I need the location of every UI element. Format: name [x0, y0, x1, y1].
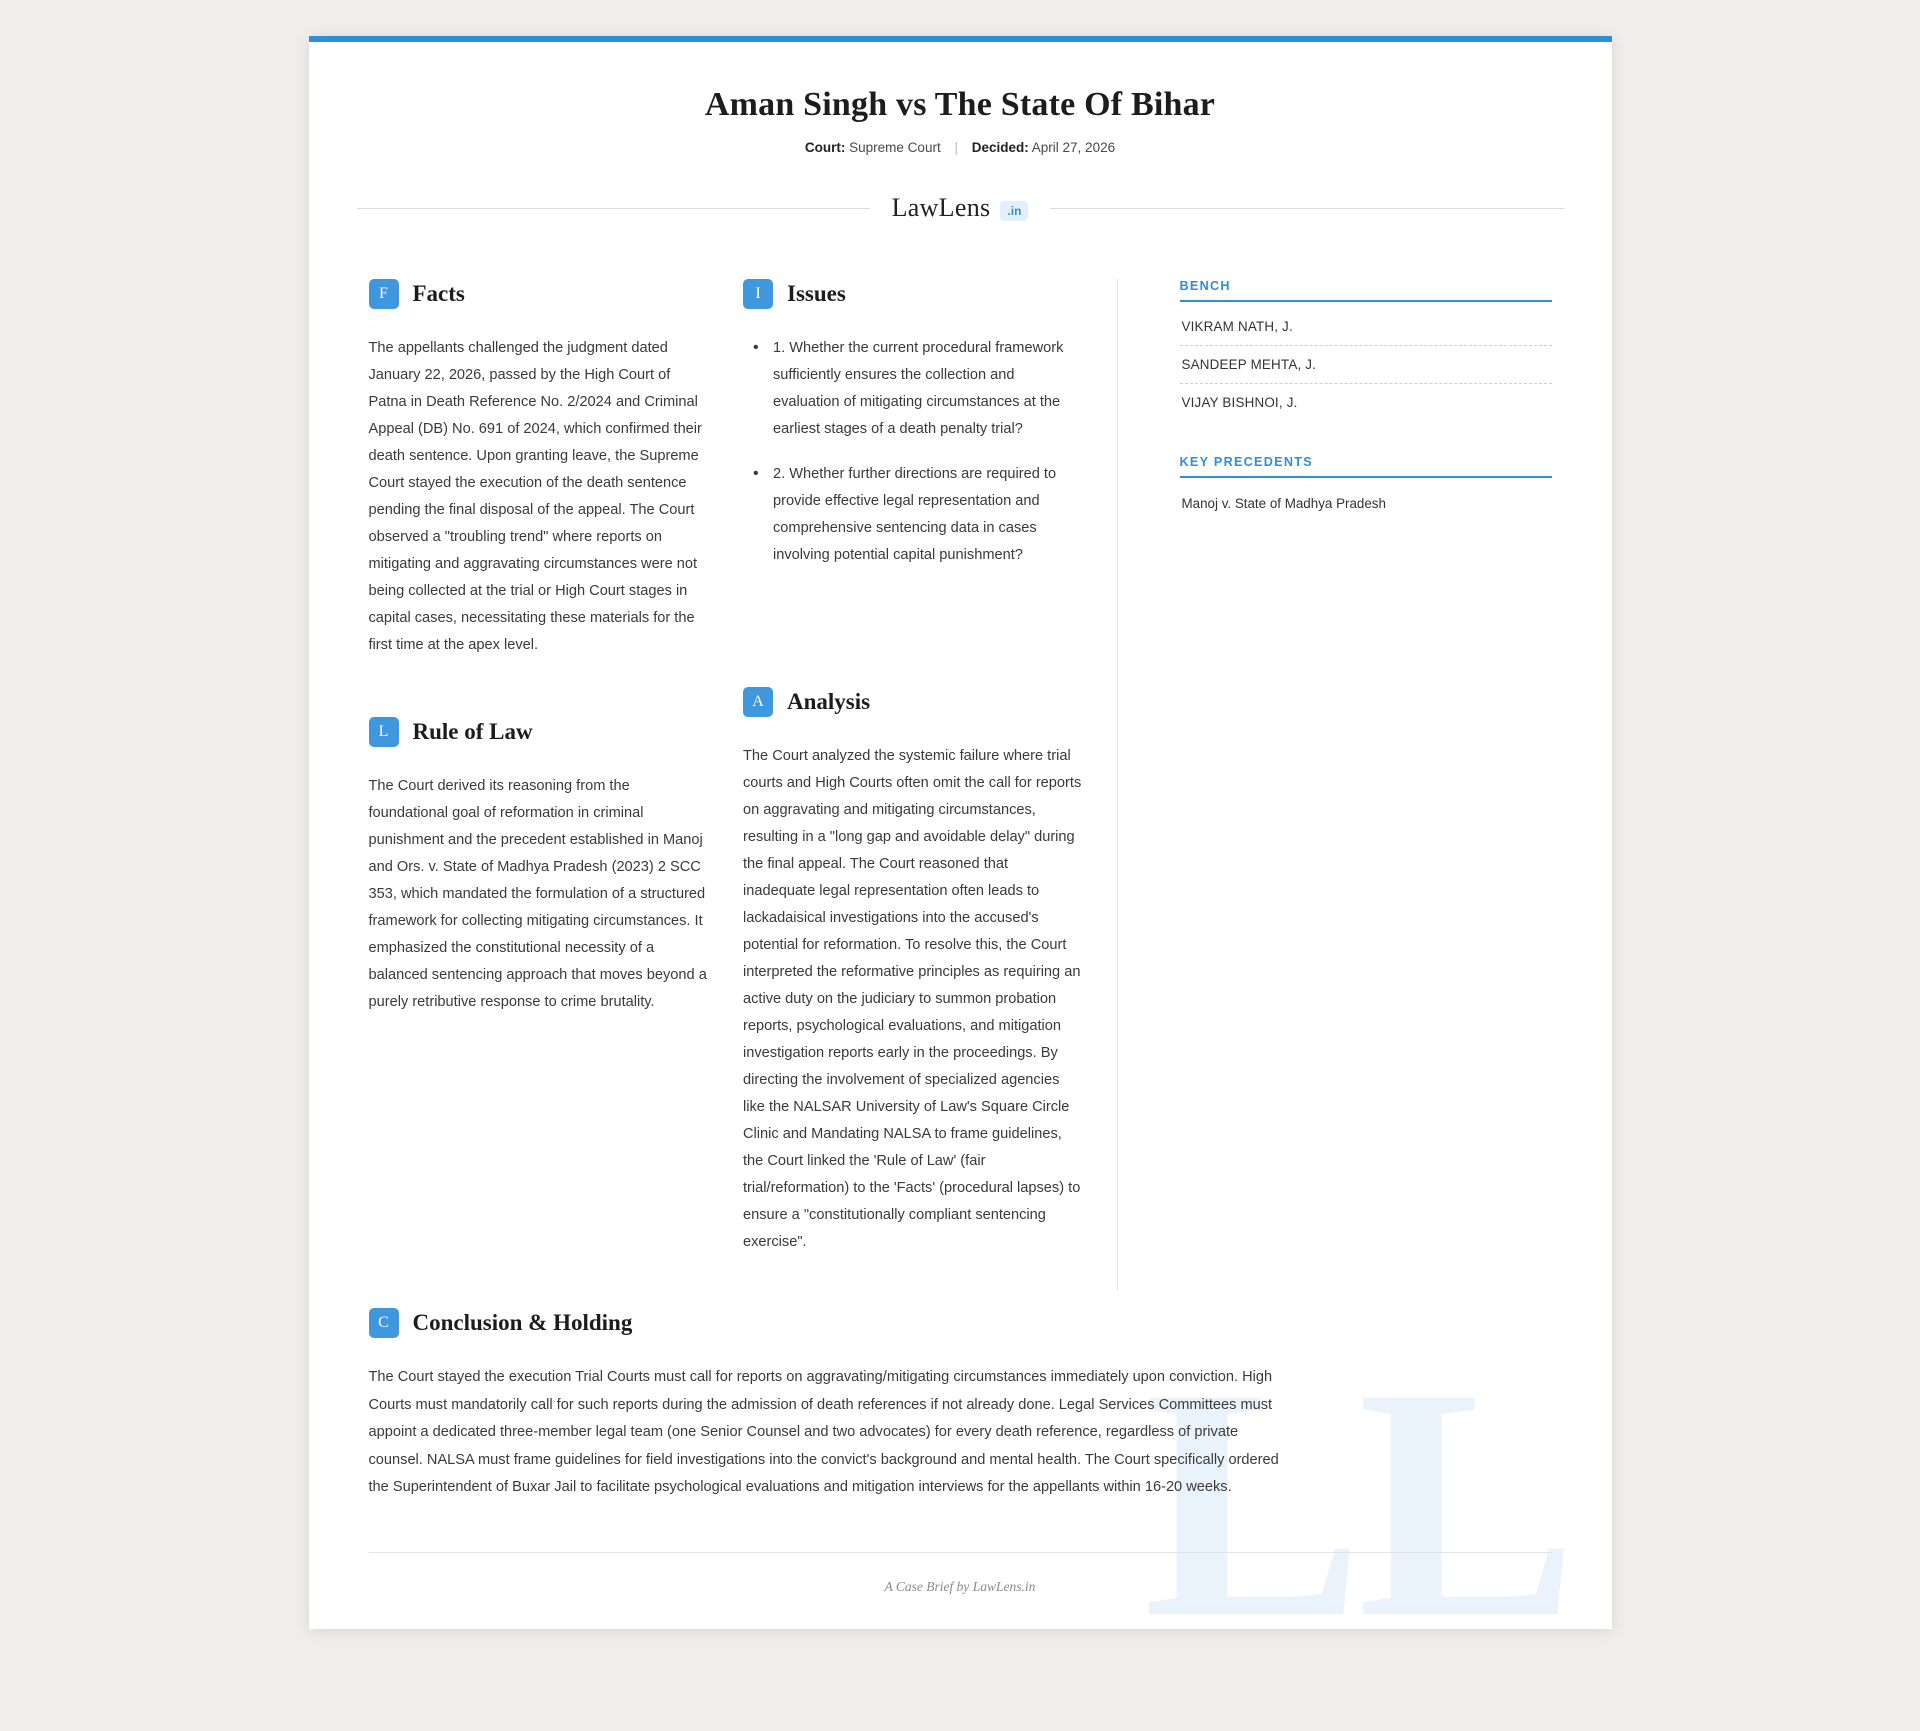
document-sheet	[309, 36, 1612, 1629]
section-conclusion	[309, 1290, 1349, 1552]
left-column	[369, 279, 710, 1290]
precedents-heading: KEY PRECEDENTS	[1180, 455, 1552, 478]
section-rule-of-law-body: The Court derived its reasoning from the foundational goal of reformation in criminal punishment and the precedent established in Manoj and Ors. v. State of Madhya Pradesh (2023) 2 SCC 353, which mandated the formulation of a structured framework for collecting mitigating circumstances. It emphasized the constitutional necessity of a balanced sentencing approach that moves beyond a purely retributive response to crime brutality.	[368, 778, 707, 1010]
brand-divider	[357, 185, 1564, 231]
list-item: SANDEEP MEHTA, J.	[1180, 346, 1552, 384]
section-conclusion-body: The Court stayed the execution Trial Courts must call for reports on aggravating/mitigating circumstances immediately upon conviction. High Courts must mandatorily call for such reports during the admission of death references if not already done. Legal Services Committees must appoint a dedicated three-member legal team (one Senior Counsel and two advocates) for every death reference, regardless of private counsel. NALSA must frame guidelines for field investigations into the convict's background and mental health. The Court specifically ordered the Superintendent of Buxar Jail to facilitate psychological evaluations and mitigation interviews for the appellants within 16-20 weeks.	[368, 1369, 1279, 1495]
precedents-block	[1180, 455, 1552, 511]
section-conclusion-title: Conclusion & Holding	[412, 1310, 633, 1335]
decided-value: April 27, 2026	[1031, 140, 1116, 155]
list-item: VIJAY BISHNOI, J.	[1181, 395, 1298, 410]
section-conclusion-header	[369, 1308, 1289, 1338]
section-facts-title: Facts	[412, 281, 465, 306]
document-content	[309, 42, 1612, 1629]
section-facts-header	[369, 279, 710, 309]
main-grid	[309, 231, 1612, 1290]
issues-badge-icon: I	[743, 279, 773, 309]
bench-heading: BENCH	[1180, 279, 1552, 302]
section-analysis-header	[743, 687, 1084, 717]
section-analysis-title: Analysis	[787, 689, 871, 714]
list-item[interactable]: Manoj v. State of Madhya Pradesh	[1181, 496, 1386, 511]
section-analysis	[743, 687, 1084, 1256]
section-facts	[369, 279, 710, 659]
section-rule-of-law-header	[369, 717, 710, 747]
case-meta	[369, 140, 1552, 155]
document-header	[309, 42, 1612, 155]
court-value: Supreme Court	[849, 140, 941, 155]
watermark-logo: LL	[1143, 1320, 1572, 1629]
list-item: • 2. Whether further directions are required to provide effective legal representation and comprehensive sentencing data in cases involving potential capital punishment?	[743, 461, 1084, 569]
list-item: VIKRAM NATH, J.	[1180, 308, 1552, 346]
column-divider	[1117, 279, 1118, 1290]
brand-logo[interactable]	[870, 193, 1051, 223]
right-column	[743, 279, 1084, 1290]
document-footer: A Case Brief by LawLens.in	[369, 1552, 1552, 1629]
section-issues	[743, 279, 1084, 569]
rule-of-law-badge-icon: L	[369, 717, 399, 747]
conclusion-badge-icon: C	[369, 1308, 399, 1338]
bench-block	[1180, 279, 1552, 421]
section-analysis-body: The Court analyzed the systemic failure where trial courts and High Courts often omit the call for reports on aggravating and mitigating circumstances, resulting in a "long gap and avoidable delay" during the final appeal. The Court reasoned that inadequate legal representation often leads to lackadaisical investigations into the accused's potential for reformation. To resolve this, the Court interpreted the reformative principles as requiring an active duty on the judiciary to summon probation reports, psychological evaluations, and mitigation investigation reports early in the proceedings. By directing the involvement of specialized agencies like the NALSAR University of Law's Square Circle Clinic and Mandating NALSA to frame guidelines, the Court linked the 'Rule of Law' (fair trial/reformation) to the 'Facts' (procedural lapses) to ensure a "constitutionally compliant sentencing exercise".	[743, 748, 1082, 1250]
analysis-badge-icon: A	[743, 687, 773, 717]
brand-name: LawLens	[891, 193, 991, 222]
brand-tld-badge: .in	[1000, 201, 1028, 221]
list-item: • 1. Whether the current procedural framework sufficiently ensures the collection and evaluation of mitigating circumstances at the earliest stages of a death penalty trial?	[743, 335, 1084, 443]
facts-badge-icon: F	[369, 279, 399, 309]
section-issues-title: Issues	[787, 281, 846, 306]
sidebar	[1152, 279, 1552, 1290]
section-rule-of-law	[369, 717, 710, 1016]
page-title: Aman Singh vs The State Of Bihar	[704, 86, 1216, 123]
section-rule-of-law-title: Rule of Law	[412, 719, 533, 744]
decided-label: Decided:	[971, 140, 1029, 155]
section-issues-header	[743, 279, 1084, 309]
court-label: Court:	[804, 140, 846, 155]
section-facts-body: The appellants challenged the judgment dated January 22, 2026, passed by the High Court of Patna in Death Reference No. 2/2024 and Criminal Appeal (DB) No. 691 of 2024, which confirmed their death sentence. Upon granting leave, the Supreme Court stayed the execution of the death sentence pending the final disposal of the appeal. The Court observed a "troubling trend" where reports on mitigating and aggravating circumstances were not being collected at the trial or High Court stages in capital cases, necessitating these materials for the first time at the apex level.	[368, 340, 702, 653]
issues-list	[743, 335, 1084, 569]
meta-separator: |	[954, 140, 958, 155]
